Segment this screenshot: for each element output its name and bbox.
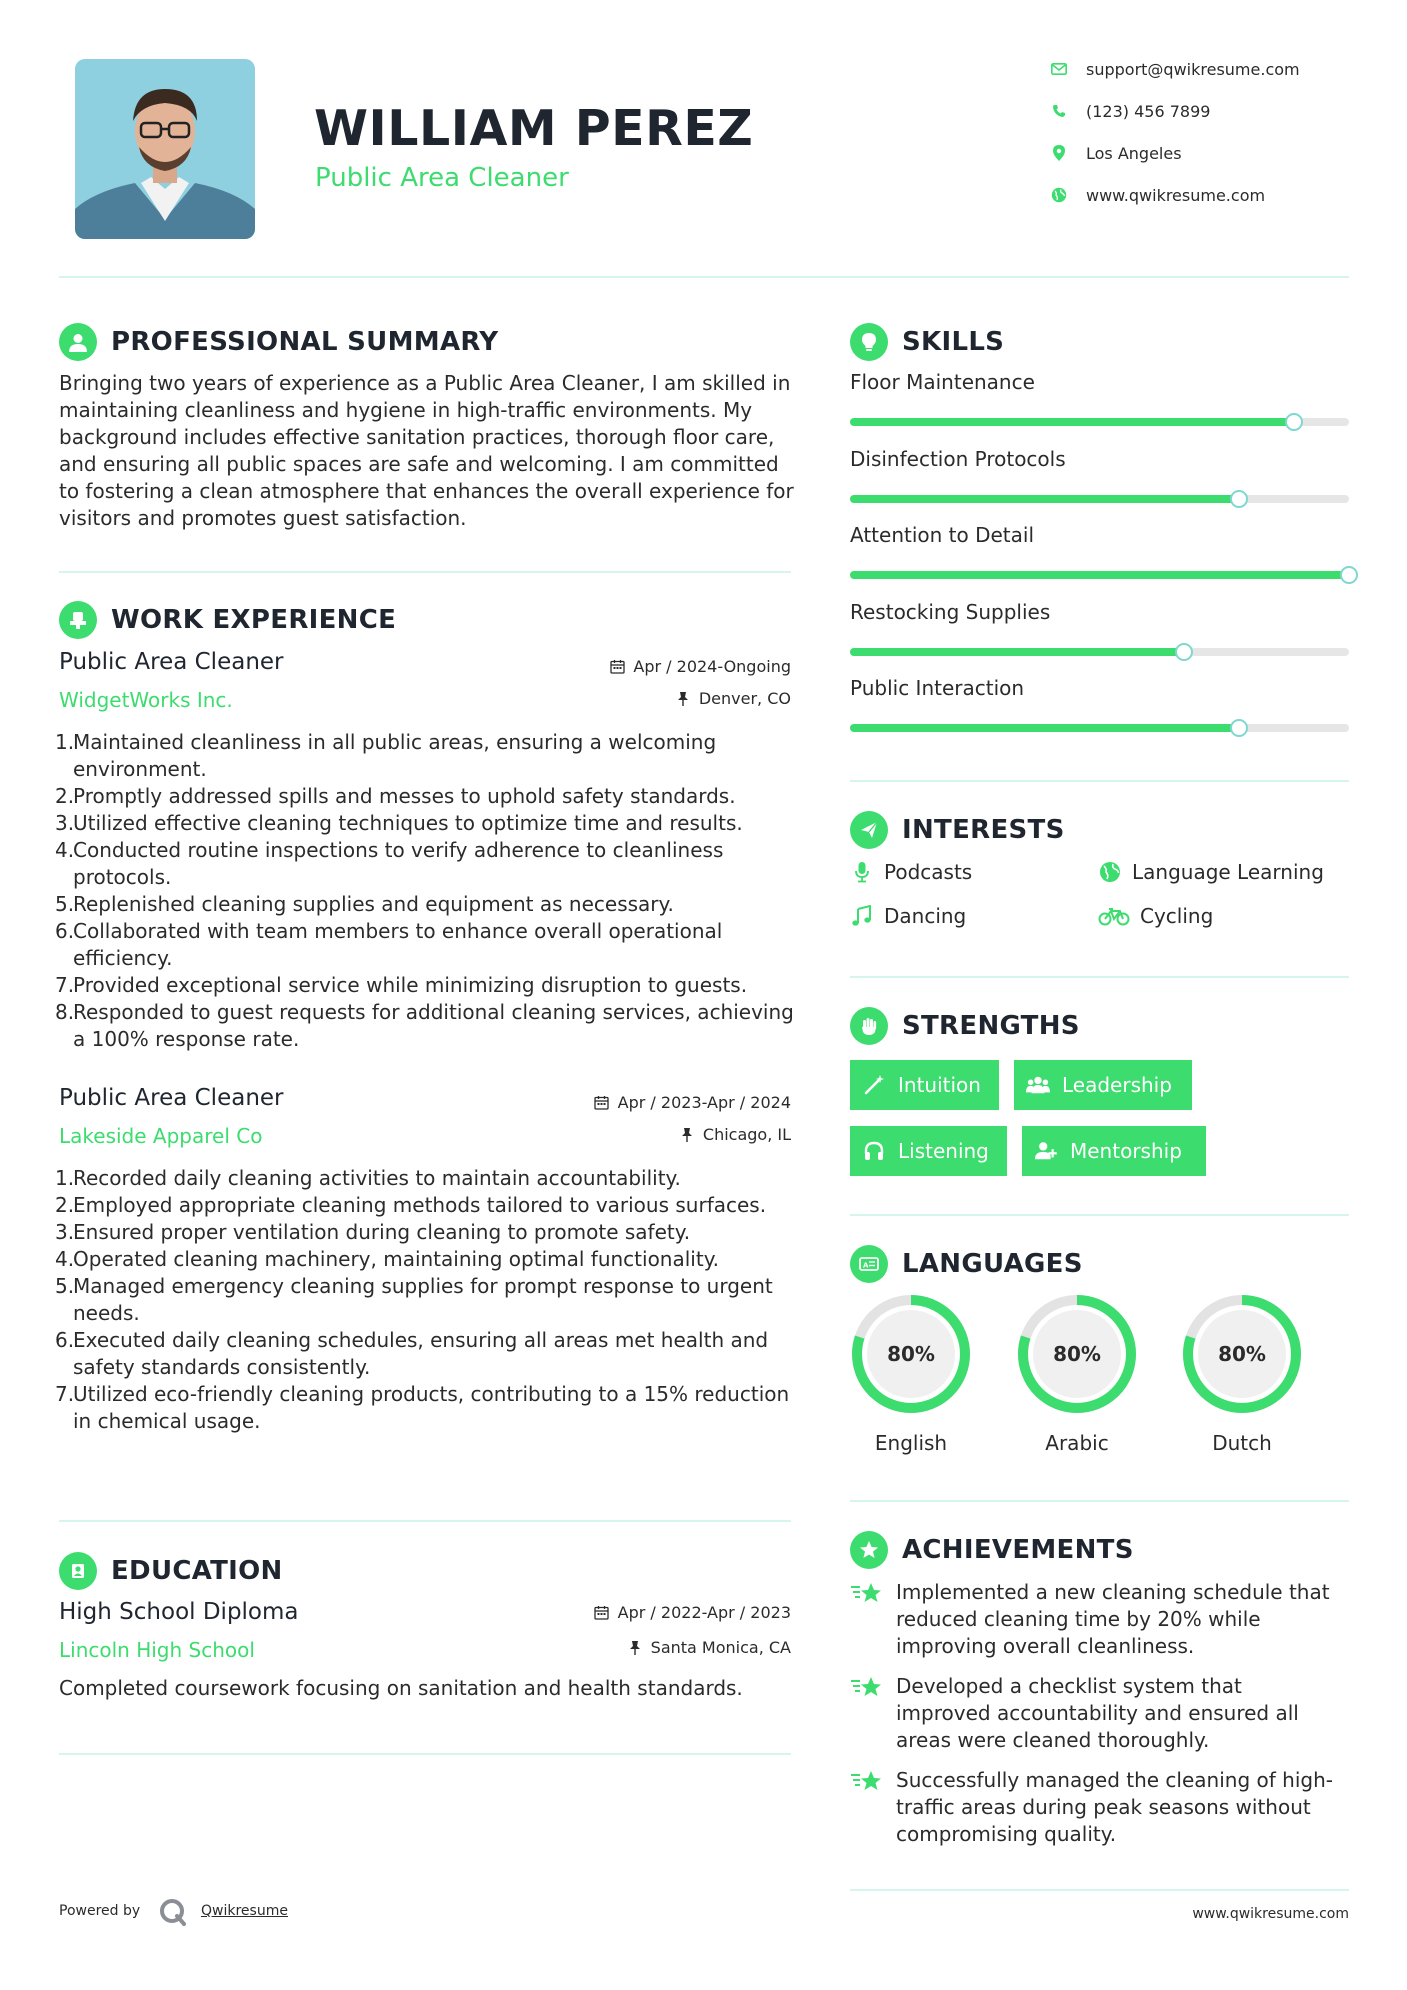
header-divider bbox=[59, 276, 1349, 278]
job-1-company: WidgetWorks Inc. bbox=[59, 688, 233, 712]
language-item bbox=[1016, 1293, 1138, 1455]
job-2-company: Lakeside Apparel Co bbox=[59, 1124, 263, 1148]
headphones-icon bbox=[862, 1139, 886, 1163]
education-divider bbox=[59, 1753, 791, 1755]
interest-podcasts bbox=[850, 860, 972, 884]
item-number: 3. bbox=[55, 811, 75, 835]
responsibility-item bbox=[55, 810, 795, 837]
language-item bbox=[1181, 1293, 1303, 1455]
education-title: EDUCATION bbox=[111, 1556, 283, 1586]
skill-bar-knob bbox=[1230, 490, 1248, 508]
item-text: Ensured proper ventilation during cleaning to promote safety. bbox=[73, 1220, 691, 1244]
responsibility-item bbox=[55, 1273, 795, 1327]
responsibility-item bbox=[55, 1165, 795, 1192]
language-percent: 80% bbox=[1218, 1342, 1266, 1366]
strength-mentorship bbox=[1022, 1126, 1206, 1176]
achievement-text: Developed a checklist system that improved accountability and ensured all areas were cleaned thoroughly. bbox=[896, 1674, 1299, 1752]
interests-heading bbox=[850, 811, 1065, 849]
interest-dancing-label: Dancing bbox=[884, 904, 967, 928]
contact-phone-text: (123) 456 7899 bbox=[1086, 101, 1211, 121]
skill-bar-knob bbox=[1175, 643, 1193, 661]
education-date-text: Apr / 2022-Apr / 2023 bbox=[617, 1603, 791, 1622]
globe-icon bbox=[1050, 186, 1068, 204]
footer-url[interactable]: www.qwikresume.com bbox=[1192, 1906, 1349, 1922]
item-text: Executed daily cleaning schedules, ensuring all areas met health and safety standards consistently. bbox=[73, 1328, 769, 1379]
item-text: Recorded daily cleaning activities to maintain accountability. bbox=[73, 1166, 681, 1190]
item-number: 4. bbox=[55, 838, 75, 862]
skills-title: SKILLS bbox=[902, 327, 1005, 357]
language-name: English bbox=[874, 1431, 948, 1455]
candidate-role: Public Area Cleaner bbox=[315, 163, 569, 193]
contact-email-text: support@qwikresume.com bbox=[1086, 59, 1300, 79]
envelope-icon bbox=[1050, 60, 1068, 78]
strength-leadership bbox=[1014, 1060, 1192, 1110]
item-number: 1. bbox=[55, 730, 75, 754]
job-2-date bbox=[541, 1093, 791, 1112]
achievement-item bbox=[850, 1579, 1340, 1660]
star-icon bbox=[850, 1673, 884, 1707]
experience-title: WORK EXPERIENCE bbox=[111, 605, 397, 635]
microphone-icon bbox=[850, 860, 874, 884]
contact-email[interactable] bbox=[1050, 56, 1370, 82]
skill-bar bbox=[850, 571, 1349, 579]
responsibility-item bbox=[55, 837, 795, 891]
item-number: 5. bbox=[55, 892, 75, 916]
item-number: 6. bbox=[55, 1328, 75, 1352]
item-text: Maintained cleanliness in all public areas, ensuring a welcoming environment. bbox=[73, 730, 717, 781]
language-progress-ring bbox=[1016, 1293, 1138, 1415]
lightbulb-icon bbox=[850, 323, 888, 361]
powered-by-label: Powered by bbox=[59, 1903, 141, 1919]
candidate-name: WILLIAM PEREZ bbox=[314, 100, 754, 157]
responsibility-item bbox=[55, 891, 795, 918]
calendar-icon bbox=[594, 1605, 610, 1621]
education-location-text: Santa Monica, CA bbox=[650, 1638, 791, 1657]
responsibility-item bbox=[55, 1246, 795, 1273]
achievement-text: Implemented a new cleaning schedule that reduced cleaning time by 20% while improving overall cleanliness. bbox=[896, 1580, 1330, 1658]
language-name: Arabic bbox=[1045, 1431, 1109, 1455]
languages-title: LANGUAGES bbox=[902, 1249, 1083, 1279]
responsibility-item bbox=[55, 999, 795, 1053]
pushpin-icon bbox=[679, 1127, 695, 1143]
contact-website-text: www.qwikresume.com bbox=[1086, 185, 1266, 205]
job-1-location bbox=[541, 689, 791, 708]
education-description: Completed coursework focusing on sanitation and health standards. bbox=[59, 1676, 743, 1700]
graduation-icon bbox=[59, 1552, 97, 1590]
interest-language-learning bbox=[1098, 860, 1324, 884]
skill-bar bbox=[850, 724, 1349, 732]
profile-photo bbox=[75, 59, 255, 239]
phone-icon bbox=[1050, 102, 1068, 120]
strengths-heading bbox=[850, 1007, 1080, 1045]
item-text: Managed emergency cleaning supplies for prompt response to urgent needs. bbox=[73, 1274, 773, 1325]
strengths-title: STRENGTHS bbox=[902, 1011, 1080, 1041]
language-percent: 80% bbox=[887, 1342, 935, 1366]
contact-phone[interactable] bbox=[1050, 98, 1370, 124]
user-icon bbox=[59, 323, 97, 361]
skill-bar-fill bbox=[850, 724, 1239, 732]
map-pin-icon bbox=[1050, 144, 1068, 162]
job-2-date-text: Apr / 2023-Apr / 2024 bbox=[617, 1093, 791, 1112]
responsibility-item bbox=[55, 918, 795, 972]
strengths-divider bbox=[850, 1214, 1349, 1216]
languages-divider bbox=[850, 1500, 1349, 1502]
contact-location bbox=[1050, 140, 1370, 166]
experience-heading bbox=[59, 601, 396, 639]
paper-plane-icon bbox=[850, 811, 888, 849]
item-number: 7. bbox=[55, 973, 75, 997]
job-2-location-text: Chicago, IL bbox=[702, 1125, 791, 1144]
strength-mentorship-label: Mentorship bbox=[1070, 1139, 1182, 1163]
job-1-date-text: Apr / 2024-Ongoing bbox=[633, 657, 791, 676]
item-text: Employed appropriate cleaning methods tailored to various surfaces. bbox=[73, 1193, 767, 1217]
svg-text:A: A bbox=[863, 1261, 869, 1270]
user-plus-icon bbox=[1034, 1139, 1058, 1163]
language-card-icon bbox=[850, 1245, 888, 1283]
summary-text: Bringing two years of experience as a Public Area Cleaner, I am skilled in maintaining cleanliness and hygiene in high-traffic environments. My background includes effective sanitation practices, thorough floor care, and ensuring all public spaces are safe and welcoming. I am committed to fostering a clean atmosphere that enhances the overall experience for visitors and promotes guest satisfaction. bbox=[59, 371, 794, 530]
job-2-title: Public Area Cleaner bbox=[59, 1085, 284, 1111]
pushpin-icon bbox=[675, 691, 691, 707]
skill-bar-knob bbox=[1285, 413, 1303, 431]
skill-label: Attention to Detail bbox=[850, 523, 1035, 547]
skill-bar-fill bbox=[850, 648, 1184, 656]
item-number: 1. bbox=[55, 1166, 75, 1190]
globe-icon bbox=[1098, 860, 1122, 884]
interest-cycling-label: Cycling bbox=[1140, 904, 1214, 928]
star-badge-icon bbox=[850, 1531, 888, 1569]
job-1-location-text: Denver, CO bbox=[698, 689, 791, 708]
education-degree: High School Diploma bbox=[59, 1599, 299, 1625]
summary-divider bbox=[59, 571, 791, 573]
job-1-responsibilities bbox=[55, 729, 795, 1053]
skill-bar bbox=[850, 648, 1349, 656]
job-1-date bbox=[541, 657, 791, 676]
language-progress-ring bbox=[1181, 1293, 1303, 1415]
skill-label: Disinfection Protocols bbox=[850, 446, 1066, 471]
contact-website[interactable] bbox=[1050, 182, 1370, 208]
strength-leadership-label: Leadership bbox=[1062, 1073, 1172, 1097]
responsibility-item bbox=[55, 1381, 795, 1435]
skill-label: Public Interaction bbox=[850, 676, 1025, 700]
item-number: 4. bbox=[55, 1247, 75, 1271]
star-icon bbox=[850, 1579, 884, 1613]
responsibility-item bbox=[55, 1192, 795, 1219]
item-number: 6. bbox=[55, 919, 75, 943]
interests-divider bbox=[850, 976, 1349, 978]
item-number: 3. bbox=[55, 1220, 75, 1244]
language-progress-ring bbox=[850, 1293, 972, 1415]
education-date bbox=[541, 1603, 791, 1622]
skill-bar-fill bbox=[850, 495, 1239, 503]
star-icon bbox=[850, 1767, 884, 1801]
group-icon bbox=[1026, 1073, 1050, 1097]
skill-label: Restocking Supplies bbox=[850, 599, 1051, 624]
job-2-responsibilities bbox=[55, 1165, 795, 1435]
item-text: Utilized effective cleaning techniques to optimize time and results. bbox=[73, 811, 743, 835]
skills-divider bbox=[850, 780, 1349, 782]
bicycle-icon bbox=[1098, 904, 1130, 928]
education-location bbox=[541, 1638, 791, 1657]
item-text: Utilized eco-friendly cleaning products, contributing to a 15% reduction in chemical usage. bbox=[73, 1382, 790, 1433]
strength-listening bbox=[850, 1126, 1007, 1176]
summary-title: PROFESSIONAL SUMMARY bbox=[111, 327, 499, 357]
interest-dancing bbox=[850, 904, 966, 928]
strength-intuition bbox=[850, 1060, 999, 1110]
responsibility-item bbox=[55, 1327, 795, 1381]
achievement-text: Successfully managed the cleaning of high-traffic areas during peak seasons without compromising quality. bbox=[896, 1768, 1333, 1846]
responsibility-item bbox=[55, 729, 795, 783]
education-heading bbox=[59, 1552, 283, 1590]
item-text: Provided exceptional service while minimizing disruption to guests. bbox=[73, 973, 748, 997]
achievements-heading bbox=[850, 1531, 1134, 1569]
item-text: Collaborated with team members to enhance overall operational efficiency. bbox=[73, 919, 723, 970]
item-number: 8. bbox=[55, 1000, 75, 1024]
interest-language-learning-label: Language Learning bbox=[1132, 860, 1324, 884]
item-number: 2. bbox=[55, 1193, 75, 1217]
language-item bbox=[850, 1293, 972, 1455]
item-text: Operated cleaning machinery, maintaining optimal functionality. bbox=[73, 1247, 720, 1271]
pushpin-icon bbox=[627, 1640, 643, 1656]
item-text: Promptly addressed spills and messes to uphold safety standards. bbox=[73, 784, 736, 808]
magic-wand-icon bbox=[862, 1073, 886, 1097]
skill-bar-knob bbox=[1340, 566, 1358, 584]
education-school: Lincoln High School bbox=[59, 1638, 255, 1662]
qwikresume-link[interactable]: Qwikresume bbox=[201, 1903, 288, 1919]
item-number: 5. bbox=[55, 1274, 75, 1298]
skill-bar-fill bbox=[850, 571, 1349, 579]
music-note-icon bbox=[850, 904, 874, 928]
achievement-item bbox=[850, 1673, 1340, 1754]
hand-icon bbox=[850, 1007, 888, 1045]
achievements-title: ACHIEVEMENTS bbox=[902, 1535, 1134, 1565]
skill-bar bbox=[850, 418, 1349, 426]
languages-heading bbox=[850, 1245, 1083, 1283]
skill-bar-knob bbox=[1230, 719, 1248, 737]
responsibility-item bbox=[55, 1219, 795, 1246]
skills-heading bbox=[850, 323, 1004, 361]
item-text: Responded to guest requests for additional cleaning services, achieving a 100% response rate. bbox=[73, 1000, 794, 1051]
item-number: 7. bbox=[55, 1382, 75, 1406]
language-name: Dutch bbox=[1212, 1431, 1272, 1455]
strength-listening-label: Listening bbox=[898, 1139, 989, 1163]
briefcase-icon bbox=[59, 601, 97, 639]
language-percent: 80% bbox=[1053, 1342, 1101, 1366]
summary-heading bbox=[59, 323, 498, 361]
skill-bar bbox=[850, 495, 1349, 503]
interest-cycling bbox=[1098, 904, 1213, 928]
item-text: Replenished cleaning supplies and equipment as necessary. bbox=[73, 892, 674, 916]
responsibility-item bbox=[55, 783, 795, 810]
job-1-title: Public Area Cleaner bbox=[59, 649, 284, 675]
interest-podcasts-label: Podcasts bbox=[884, 860, 973, 884]
job-2-location bbox=[541, 1125, 791, 1144]
item-text: Conducted routine inspections to verify adherence to cleanliness protocols. bbox=[73, 838, 724, 889]
skill-bar-fill bbox=[850, 418, 1294, 426]
strength-intuition-label: Intuition bbox=[898, 1073, 981, 1097]
qwikresume-logo-icon bbox=[158, 1897, 188, 1927]
interests-title: INTERESTS bbox=[902, 815, 1065, 845]
contact-location-text: Los Angeles bbox=[1086, 143, 1182, 163]
achievements-divider bbox=[850, 1889, 1349, 1891]
skill-label: Floor Maintenance bbox=[850, 370, 1035, 394]
calendar-icon bbox=[594, 1095, 610, 1111]
experience-divider bbox=[59, 1520, 791, 1522]
item-number: 2. bbox=[55, 784, 75, 808]
achievement-item bbox=[850, 1767, 1340, 1848]
calendar-icon bbox=[609, 659, 625, 675]
responsibility-item bbox=[55, 972, 795, 999]
